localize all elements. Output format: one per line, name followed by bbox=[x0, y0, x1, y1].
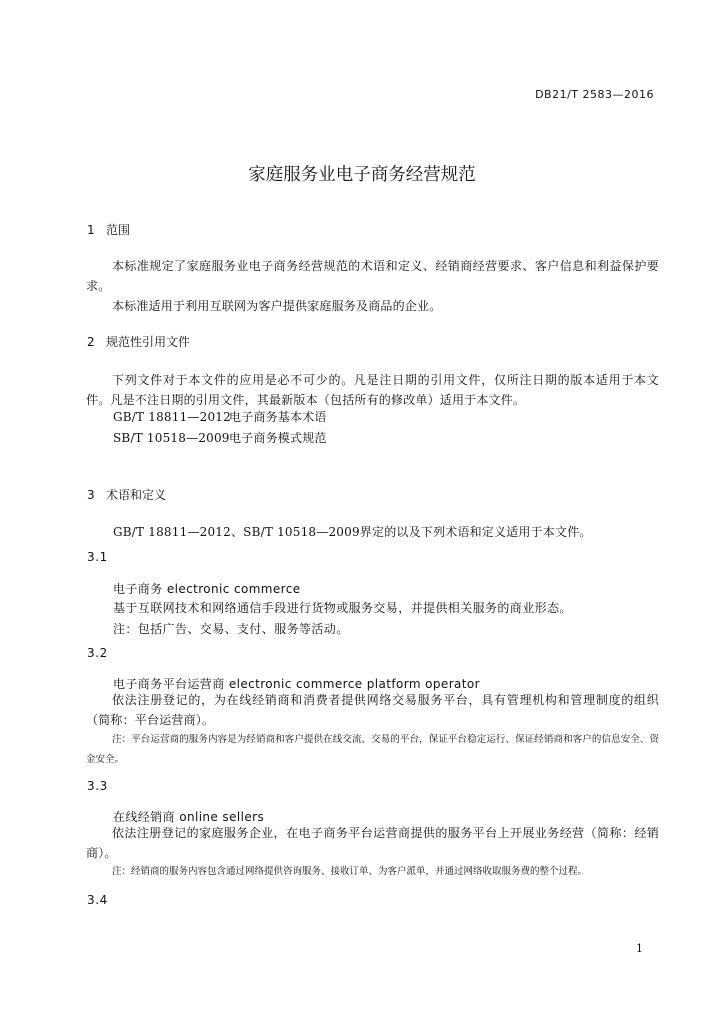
reference-name: 电子商务基本术语 bbox=[229, 410, 327, 424]
section-heading-terms bbox=[87, 486, 166, 503]
reference-code: GB/T 18811—2012 bbox=[113, 410, 231, 424]
clause-number: 3.1 bbox=[87, 550, 108, 564]
term-name: 电子商务 electronic commerce bbox=[113, 582, 301, 596]
section-number: 3 bbox=[87, 488, 95, 502]
term-note: 注：平台运营商的服务内容是为经销商和客户提供在线交流、交易的平台，保证平台稳定运行、保证经销商和客户的信息安全、资金安全。 bbox=[86, 734, 659, 765]
scope-paragraph-1: 本标准规定了家庭服务业电子商务经营规范的术语和定义、经销商经营要求、客户信息和利益保护要求。 bbox=[86, 259, 659, 293]
section-number: 1 bbox=[87, 223, 95, 237]
section-number: 2 bbox=[87, 335, 95, 349]
term-name: 在线经销商 online sellers bbox=[113, 810, 265, 824]
document-title: 家庭服务业电子商务经营规范 bbox=[248, 165, 476, 185]
clause-number: 3.2 bbox=[87, 646, 108, 660]
term-definition: 依法注册登记的家庭服务企业，在电子商务平台运营商提供的服务平台上开展业务经营（简称：经销商）。 bbox=[86, 826, 659, 860]
reference-item bbox=[113, 429, 327, 446]
clause-number: 3.3 bbox=[87, 779, 108, 793]
clause-number: 3.4 bbox=[87, 893, 108, 907]
reference-name: 电子商务模式规范 bbox=[229, 431, 327, 445]
standard-number: DB21/T 2583—2016 bbox=[535, 88, 654, 101]
section-title: 术语和定义 bbox=[106, 488, 167, 502]
page-number: 1 bbox=[636, 942, 643, 955]
term-definition: 依法注册登记的，为在线经销商和消费者提供网络交易服务平台，具有管理机构和管理制度的组织（简称：平台运营商）。 bbox=[86, 693, 659, 727]
references-paragraph: 下列文件对于本文件的应用是必不可少的。凡是注日期的引用文件，仅所注日期的版本适用于本文件。凡是不注日期的引用文件，其最新版本（包括所有的修改单）适用于本文件。 bbox=[86, 373, 659, 407]
reference-code: SB/T 10518—2009 bbox=[113, 431, 230, 445]
term-definition: 基于互联网技术和网络通信手段进行货物或服务交易，并提供相关服务的商业形态。 bbox=[113, 601, 572, 615]
section-title: 范围 bbox=[106, 223, 131, 237]
reference-item bbox=[113, 408, 327, 425]
term-note: 注：经销商的服务内容包含通过网络提供咨询服务、接收订单、为客户派单，并通过网络收取服务费的整个过程。 bbox=[112, 866, 588, 877]
term-name: 电子商务平台运营商 electronic commerce platform operator bbox=[113, 677, 480, 691]
section-heading-scope bbox=[87, 221, 130, 238]
scope-paragraph-2: 本标准适用于利用互联网为客户提供家庭服务及商品的企业。 bbox=[112, 299, 442, 313]
section-title: 规范性引用文件 bbox=[106, 335, 191, 349]
section-heading-normative-references bbox=[87, 333, 190, 350]
terms-intro: GB/T 18811—2012、SB/T 10518—2009界定的以及下列术语和定义适用于本文件。 bbox=[113, 525, 592, 539]
term-note: 注：包括广告、交易、支付、服务等活动。 bbox=[113, 622, 349, 636]
